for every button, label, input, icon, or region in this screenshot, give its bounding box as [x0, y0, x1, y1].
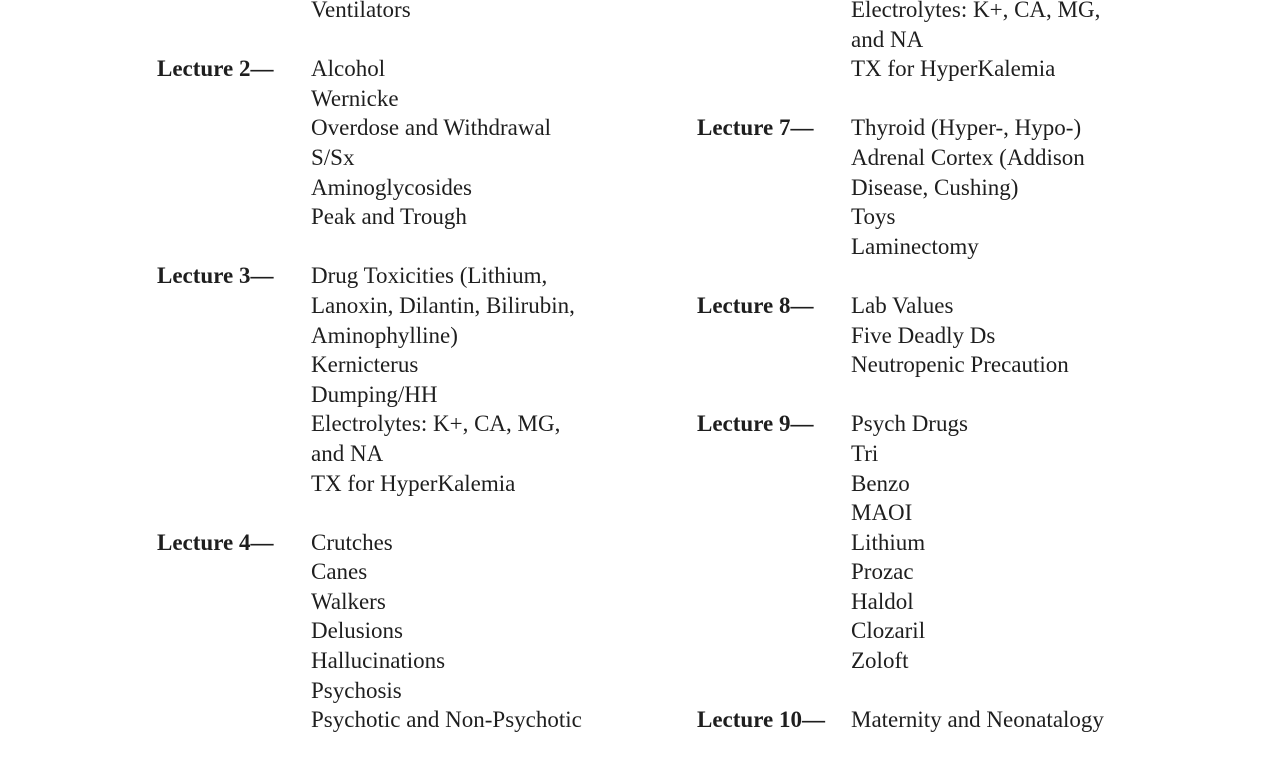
topic-item: Crutches — [311, 529, 393, 555]
topic-item: TX for HyperKalemia — [311, 470, 516, 496]
topic-item: Walkers — [311, 588, 386, 614]
lecture-block — [157, 261, 582, 498]
topic-item: Alcohol — [311, 56, 386, 82]
topic-item: Disease, Cushing) — [851, 174, 1019, 200]
topic-item: S/Sx — [311, 144, 355, 170]
lecture-block — [157, 54, 582, 232]
lecture-block — [697, 0, 1104, 84]
topic-item: Lab Values — [851, 292, 954, 318]
lecture-label — [157, 0, 311, 25]
topic-list — [311, 0, 411, 25]
topic-item: Kernicterus — [311, 352, 419, 378]
topic-item: Electrolytes: K+, CA, MG, — [851, 0, 1101, 22]
topic-item: Maternity and Neonatalogy — [851, 707, 1104, 733]
topic-list — [851, 409, 968, 675]
topic-item: Toys — [851, 204, 896, 230]
lecture-label: Lecture 8— — [697, 292, 814, 318]
topic-item: Delusions — [311, 618, 403, 644]
topic-list — [311, 54, 551, 232]
topic-item: and NA — [311, 440, 384, 466]
lecture-block — [697, 113, 1104, 261]
topic-item: Psychosis — [311, 677, 402, 703]
lecture-block — [697, 409, 1104, 675]
topic-item: Ventilators — [311, 0, 411, 22]
topic-item: Zoloft — [851, 648, 909, 674]
topic-list — [851, 0, 1100, 84]
topic-item: Lithium — [851, 529, 926, 555]
topic-list — [851, 705, 1104, 735]
topic-item: Tri — [851, 440, 879, 466]
topic-item: Laminectomy — [851, 233, 979, 259]
lecture-label: Lecture 4— — [157, 529, 274, 555]
topic-item: Prozac — [851, 559, 914, 585]
lecture-block — [697, 705, 1104, 735]
topic-item: Wernicke — [311, 85, 399, 111]
left-column — [157, 0, 582, 764]
lecture-label: Lecture 3— — [157, 263, 274, 289]
lecture-label: Lecture 10— — [697, 707, 825, 733]
topic-item: Psych Drugs — [851, 411, 968, 437]
lecture-block — [157, 528, 582, 735]
right-column — [697, 0, 1104, 764]
lecture-label — [697, 0, 851, 84]
topic-list — [311, 528, 582, 735]
topic-item: Neutropenic Precaution — [851, 352, 1069, 378]
topic-item: MAOI — [851, 500, 913, 526]
topic-item: Benzo — [851, 470, 910, 496]
topic-list — [311, 261, 575, 498]
topic-list — [851, 113, 1085, 261]
lecture-label: Lecture 2— — [157, 56, 274, 82]
lecture-block — [697, 291, 1104, 380]
topic-item: Psychotic and Non-Psychotic — [311, 707, 582, 733]
topic-item: Aminoglycosides — [311, 174, 472, 200]
topic-item: Drug Toxicities (Lithium, — [311, 263, 548, 289]
lecture-block — [157, 0, 582, 25]
topic-item: Electrolytes: K+, CA, MG, — [311, 411, 561, 437]
topic-item: Hallucinations — [311, 648, 446, 674]
topic-item: Dumping/HH — [311, 381, 438, 407]
topic-item: Five Deadly Ds — [851, 322, 996, 348]
topic-item: Haldol — [851, 588, 914, 614]
lecture-label: Lecture 7— — [697, 115, 814, 141]
topic-item: Aminophylline) — [311, 322, 458, 348]
topic-item: Lanoxin, Dilantin, Bilirubin, — [311, 292, 575, 318]
topic-item: Clozaril — [851, 618, 926, 644]
topic-item: Thyroid (Hyper-, Hypo-) — [851, 115, 1082, 141]
topic-item: and NA — [851, 26, 924, 52]
lecture-label: Lecture 9— — [697, 411, 814, 437]
topic-item: Canes — [311, 559, 368, 585]
topic-item: Adrenal Cortex (Addison — [851, 144, 1085, 170]
topic-item: Overdose and Withdrawal — [311, 115, 552, 141]
topic-item: Peak and Trough — [311, 204, 467, 230]
topic-list — [851, 291, 1069, 380]
topic-item: TX for HyperKalemia — [851, 56, 1056, 82]
